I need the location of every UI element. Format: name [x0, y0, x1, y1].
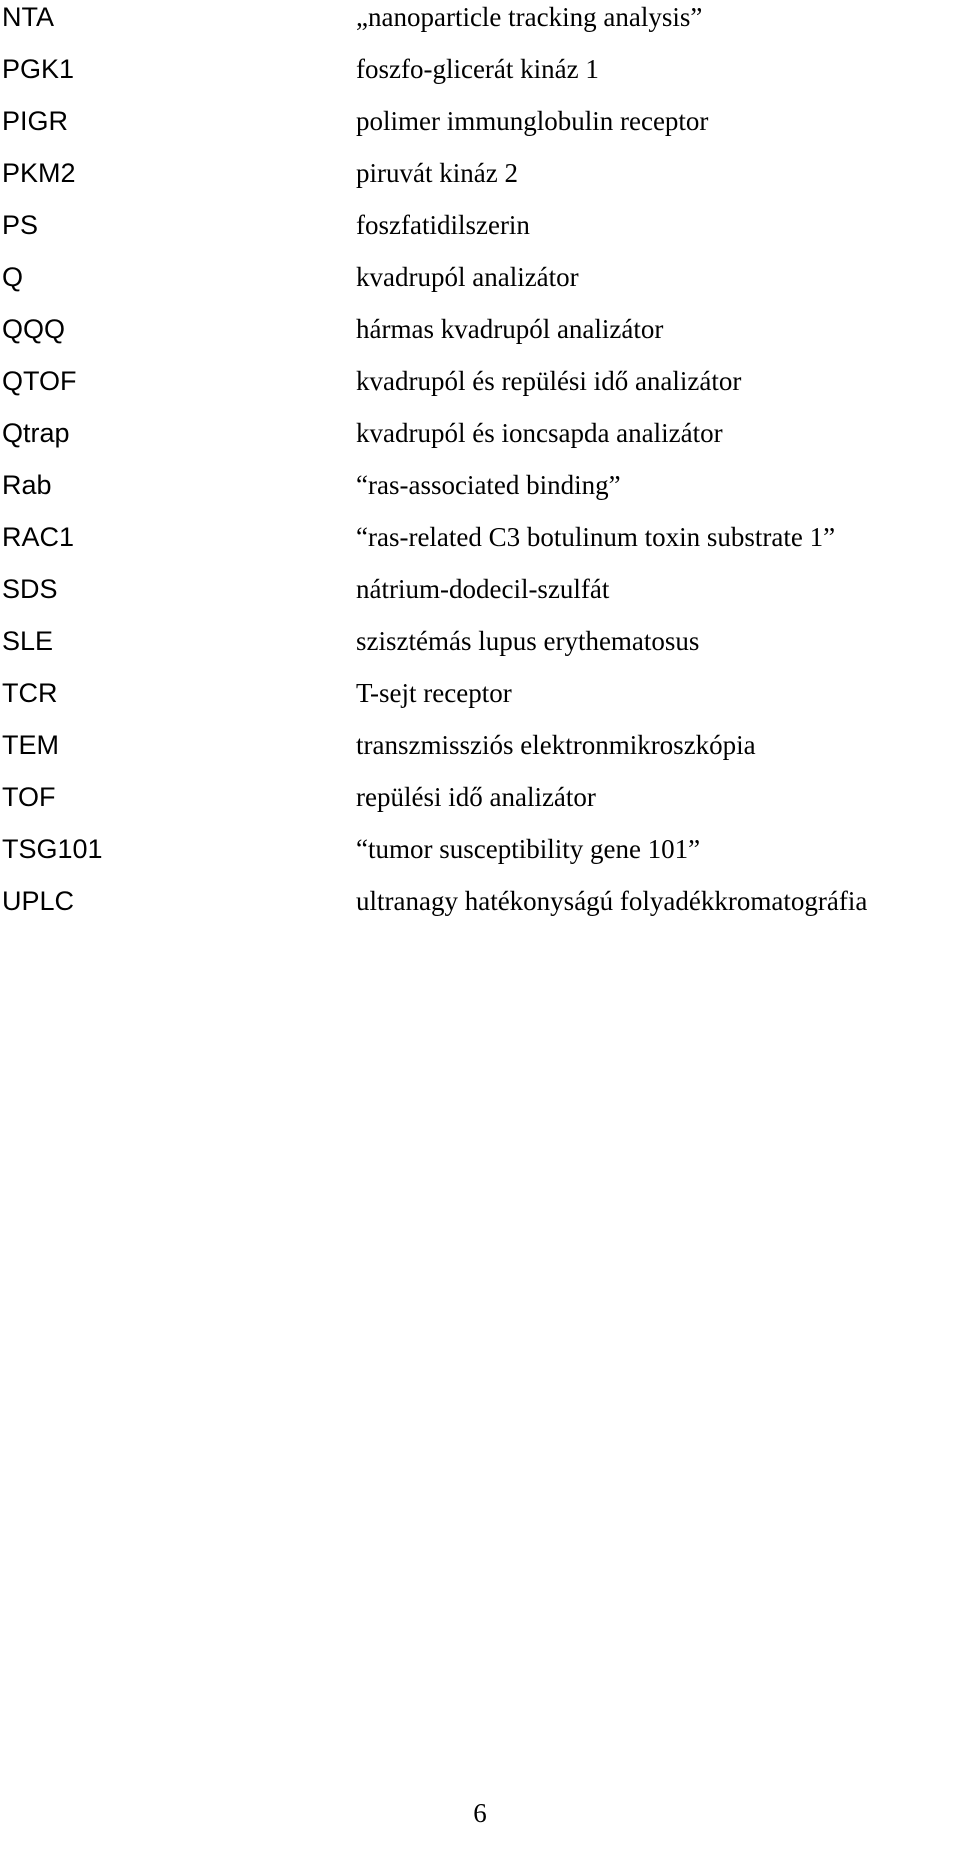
abbreviation-row	[0, 832, 960, 884]
abbreviation-row	[0, 364, 960, 416]
abbreviation-term: UPLC	[2, 886, 75, 916]
abbreviation-row	[0, 728, 960, 780]
abbreviation-definition: kvadrupól és repülési idő analizátor	[356, 366, 742, 396]
abbreviation-term: RAC1	[2, 522, 75, 552]
abbreviation-row	[0, 520, 960, 572]
abbreviation-definition: transzmissziós elektronmikroszkópia	[356, 730, 756, 760]
abbreviation-definition: “ras-associated binding”	[356, 470, 621, 500]
abbreviation-term: Rab	[2, 470, 52, 500]
abbreviation-term: Qtrap	[2, 418, 70, 448]
abbreviation-term: NTA	[2, 2, 54, 32]
abbreviation-definition: foszfo-glicerát kináz 1	[356, 54, 599, 84]
abbreviation-term: TOF	[2, 782, 56, 812]
abbreviation-row	[0, 572, 960, 624]
abbreviation-row	[0, 780, 960, 832]
abbreviation-definition: repülési idő analizátor	[356, 782, 596, 812]
abbreviation-row	[0, 676, 960, 728]
abbreviation-term: PKM2	[2, 158, 76, 188]
abbreviation-term: QTOF	[2, 366, 77, 396]
abbreviation-term: PGK1	[2, 54, 75, 84]
abbreviation-row	[0, 0, 960, 52]
abbreviation-row	[0, 208, 960, 260]
abbreviation-definition: piruvát kináz 2	[356, 158, 518, 188]
abbreviation-definition: T-sejt receptor	[356, 678, 512, 708]
abbreviation-term: SDS	[2, 574, 58, 604]
abbreviation-term: PIGR	[2, 106, 69, 136]
abbreviation-definition: “tumor susceptibility gene 101”	[356, 834, 701, 864]
abbreviation-term: TCR	[2, 678, 58, 708]
abbreviation-term: TEM	[2, 730, 59, 760]
abbreviation-definition: “ras-related C3 botulinum toxin substrate 1”	[356, 522, 836, 552]
abbreviation-term: QQQ	[2, 314, 66, 344]
abbreviation-definition: „nanoparticle tracking analysis”	[356, 2, 703, 32]
page-number: 6	[473, 1798, 487, 1828]
abbreviation-definition: szisztémás lupus erythematosus	[356, 626, 700, 656]
abbreviation-definition: kvadrupól analizátor	[356, 262, 579, 292]
abbreviation-row	[0, 104, 960, 156]
abbreviation-definition: kvadrupól és ioncsapda analizátor	[356, 418, 723, 448]
abbreviation-row	[0, 260, 960, 312]
abbreviation-row	[0, 52, 960, 104]
abbreviation-term: TSG101	[2, 834, 103, 864]
abbreviation-definition: nátrium-dodecil-szulfát	[356, 574, 610, 604]
abbreviation-row	[0, 312, 960, 364]
abbreviation-term: SLE	[2, 626, 54, 656]
abbreviation-term: Q	[2, 262, 24, 292]
abbreviation-definition: ultranagy hatékonyságú folyadékkromatográfia	[356, 886, 868, 916]
abbreviation-row	[0, 156, 960, 208]
abbreviation-term: PS	[2, 210, 39, 240]
abbreviation-definition: polimer immunglobulin receptor	[356, 106, 709, 136]
abbreviation-row	[0, 416, 960, 468]
abbreviation-row	[0, 884, 960, 936]
abbreviation-row	[0, 624, 960, 676]
abbreviation-definition: hármas kvadrupól analizátor	[356, 314, 664, 344]
abbreviation-definition: foszfatidilszerin	[356, 210, 530, 240]
abbreviation-row	[0, 468, 960, 520]
